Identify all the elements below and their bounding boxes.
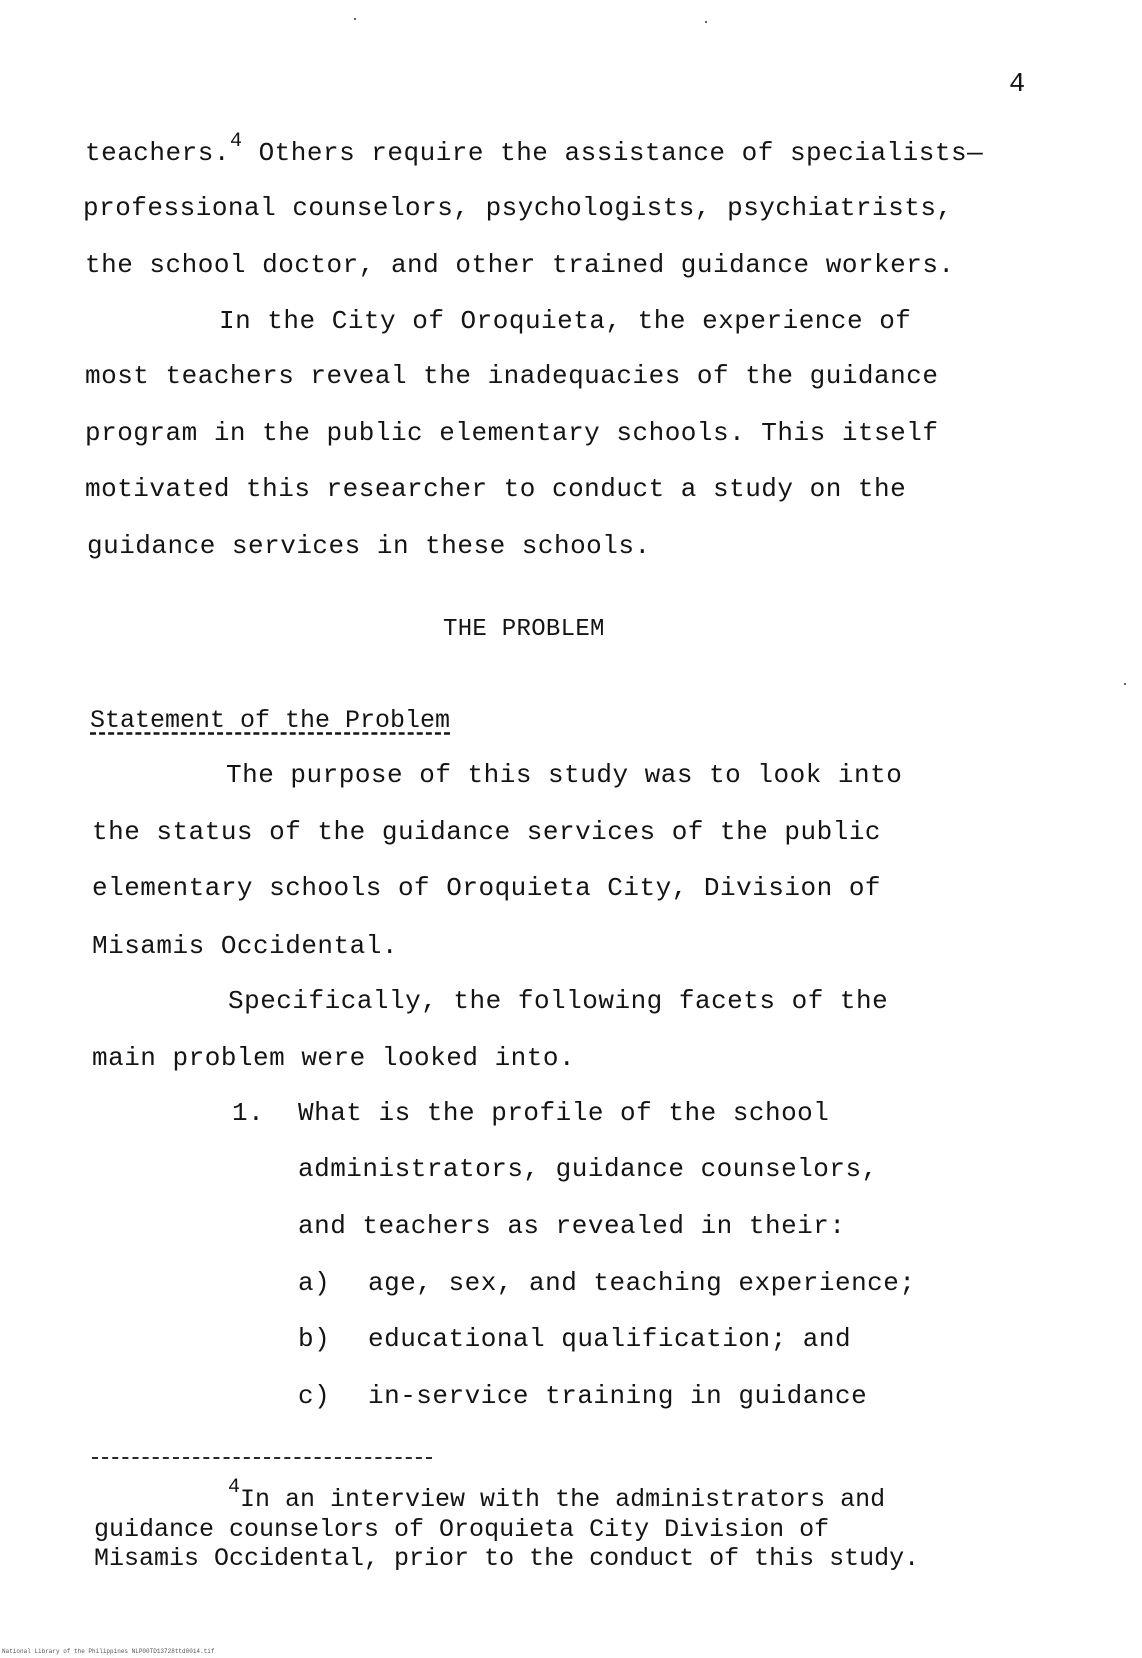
paragraph-line: Specifically, the following facets of the: [228, 986, 889, 1016]
list-item-line: and teachers as revealed in their:: [298, 1211, 846, 1241]
subitem-text: in-service training in guidance: [368, 1381, 868, 1411]
text-fragment: teachers.: [85, 138, 230, 168]
paragraph-line: The purpose of this study was to look into: [226, 760, 903, 790]
paragraph-line: [85, 130, 984, 168]
page-number: 4: [1009, 70, 1026, 100]
subitem-label: c): [298, 1381, 331, 1411]
paragraph-line: guidance services in these schools.: [87, 531, 651, 561]
section-heading: THE PROBLEM: [443, 616, 605, 643]
subitem-label: b): [298, 1324, 331, 1354]
text-fragment: Others require the assistance of specialists—: [258, 138, 984, 168]
footnote-reference: 4: [229, 130, 243, 153]
paragraph-line: motivated this researcher to conduct a study on the: [85, 474, 907, 504]
subitem-text: educational qualification; and: [368, 1324, 852, 1354]
paragraph-line: In the City of Oroquieta, the experience of: [219, 306, 912, 336]
paragraph-line: Misamis Occidental.: [92, 931, 398, 961]
list-number: 1.: [232, 1098, 265, 1128]
paragraph-line: program in the public elementary schools. This itself: [85, 418, 939, 448]
footnote-line: [228, 1476, 886, 1514]
footnote-divider: [92, 1457, 432, 1459]
paragraph-line: main problem were looked into.: [92, 1043, 576, 1073]
paragraph-line: the school doctor, and other trained guidance workers.: [85, 250, 955, 280]
paragraph-line: most teachers reveal the inadequacies of the guidance: [85, 361, 939, 391]
list-item-line: administrators, guidance counselors,: [298, 1154, 878, 1184]
scan-speck: [354, 18, 356, 20]
list-item-line: What is the profile of the school: [298, 1098, 830, 1128]
subitem-text: age, sex, and teaching experience;: [368, 1268, 916, 1298]
footnote-line: Misamis Occidental, prior to the conduct of this study.: [94, 1544, 920, 1573]
subitem-label: a): [298, 1268, 331, 1298]
paragraph-line: elementary schools of Oroquieta City, Division of: [92, 873, 882, 903]
scan-speck: [705, 21, 707, 23]
subheading: Statement of the Problem: [90, 706, 451, 735]
scan-speck: [1124, 683, 1126, 685]
footnote-marker: 4: [228, 1476, 241, 1499]
paragraph-line: the status of the guidance services of the public: [92, 817, 882, 847]
footnote-line: guidance counselors of Oroquieta City Division of: [94, 1515, 830, 1544]
scan-footer: National Library of the Philippines NLP00TD13728ttd0014.tif: [2, 1648, 215, 1655]
paragraph-line: professional counselors, psychologists, psychiatrists,: [83, 193, 953, 223]
text-fragment: In an interview with the administrators and: [240, 1485, 886, 1514]
